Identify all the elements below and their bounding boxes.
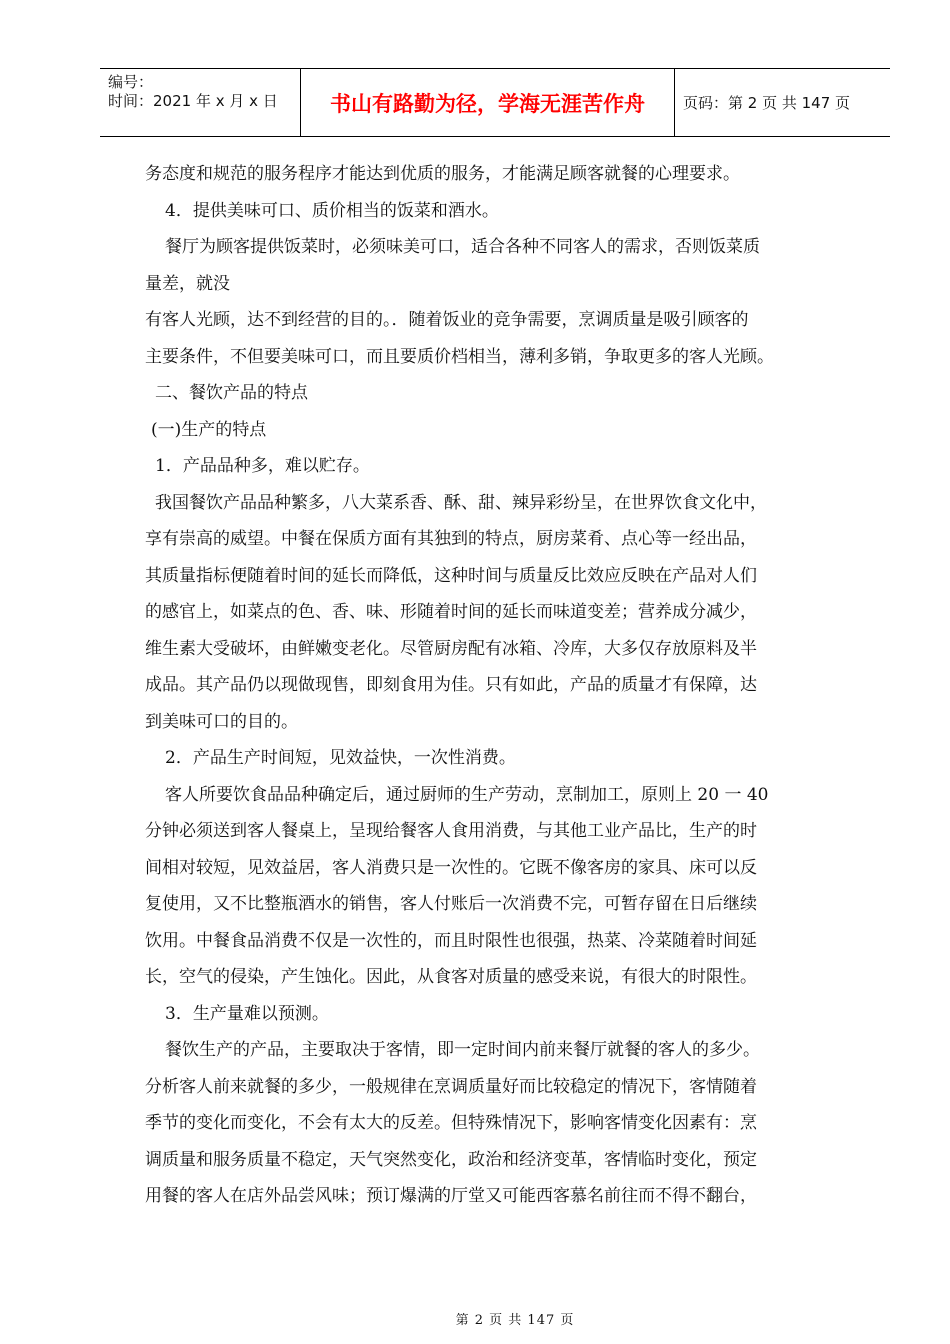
- body-line: 务态度和规范的服务程序才能达到优质的服务，才能满足顾客就餐的心理要求。: [145, 164, 740, 184]
- footer-page-number: 第 2 页 共 147 页: [455, 1313, 575, 1328]
- body-line: 有客人光顾，达不到经营的目的。．随着饭业的竞争需要，烹调质量是吸引顾客的: [145, 310, 749, 330]
- document-body: [145, 156, 845, 1215]
- page-footer: [0, 1309, 950, 1328]
- body-line: 我国餐饮产品品种繁多，八大菜系香、酥、甜、辣异彩纷呈，在世界饮食文化中，: [155, 492, 767, 513]
- body-line: 分析客人前来就餐的多少，一般规律在烹调质量好而比较稳定的情况下，客情随着: [145, 1076, 757, 1097]
- body-line: 用餐的客人在店外品尝风味；预订爆满的厅堂又可能西客慕名前往而不得不翻台，: [145, 1186, 757, 1206]
- body-line: 长，空气的侵染，产生蚀化。因此，从食客对质量的感受来说，有很大的时限性。: [145, 967, 757, 987]
- body-line: 2．产品生产时间短，见效益快，一次性消费。: [165, 748, 516, 768]
- body-line: 季节的变化而变化，不会有太大的反差。但特殊情况下，影响客情变化因素有：烹: [145, 1113, 757, 1133]
- body-line: 主要条件，不但要美味可口，而且要质价档相当，薄利多销，争取更多的客人光顾。: [145, 346, 774, 367]
- page-info-cell: [675, 69, 890, 136]
- body-line: 维生素大受破坏，由鲜嫩变老化。尽管厨房配有冰箱、冷库，大多仅存放原料及半: [145, 638, 757, 659]
- subsection-heading: (一)生产的特点: [151, 419, 267, 440]
- body-line: 餐厅为顾客提供饭菜时，必须味美可口，适合各种不同客人的需求，否则饭菜质: [165, 237, 760, 257]
- body-line: 3．生产量难以预测。: [165, 1003, 329, 1024]
- body-line: 到美味可口的目的。: [145, 711, 298, 732]
- time-label: 时间：2021 年 x 月 x 日: [108, 92, 278, 110]
- body-line: 复使用，又不比整瓶酒水的销售，客人付账后一次消费不完，可暂存留在日后继续: [145, 894, 757, 914]
- body-line: 分钟必须送到客人餐桌上，呈现给餐客人食用消费，与其他工业产品比，生产的时: [145, 821, 757, 841]
- body-line: 饮用。中餐食品消费不仅是一次性的，而且时限性也很强，热菜、冷菜随着时间延: [145, 930, 757, 951]
- code-label: 编号：: [108, 73, 154, 91]
- body-line: 其质量指标便随着时间的延长而降低，这种时间与质量反比效应反映在产品对人们: [145, 565, 757, 586]
- body-line: 成品。其产品仍以现做现售，即刻食用为佳。只有如此，产品的质量才有保障，达: [145, 675, 757, 695]
- motto-text: 书山有路勤为径，学海无涯苦作舟: [330, 91, 645, 116]
- body-line: 调质量和服务质量不稳定，天气突然变化，政治和经济变革，客情临时变化，预定: [145, 1149, 757, 1170]
- body-line: 餐饮生产的产品，主要取决于客情，即一定时间内前来餐厅就餐的客人的多少。: [165, 1040, 760, 1060]
- body-line: 间相对较短，见效益居，客人消费只是一次性的。它既不像客房的家具、床可以反: [145, 857, 757, 878]
- body-line: 4．提供美味可口、质价相当的饭菜和酒水。: [165, 200, 499, 221]
- section-heading: 二、餐饮产品的特点: [155, 383, 308, 403]
- body-line: 的感官上，如菜点的色、香、味、形随着时间的延长而味道变差；营养成分减少，: [145, 602, 757, 622]
- body-line: 享有崇高的威望。中餐在保质方面有其独到的特点，厨房菜肴、点心等一经出品，: [145, 529, 757, 549]
- motto-cell: [301, 69, 675, 136]
- page-info-text: 页码：第 2 页 共 147 页: [683, 94, 851, 112]
- document-header: [100, 68, 890, 137]
- body-line: 量差，就没: [145, 273, 230, 294]
- header-meta-cell: [100, 69, 301, 136]
- body-line: 客人所要饮食品品种确定后，通过厨师的生产劳动，烹制加工，原则上 20 一 40: [165, 784, 769, 805]
- body-line: 1．产品品种多，难以贮存。: [155, 456, 370, 476]
